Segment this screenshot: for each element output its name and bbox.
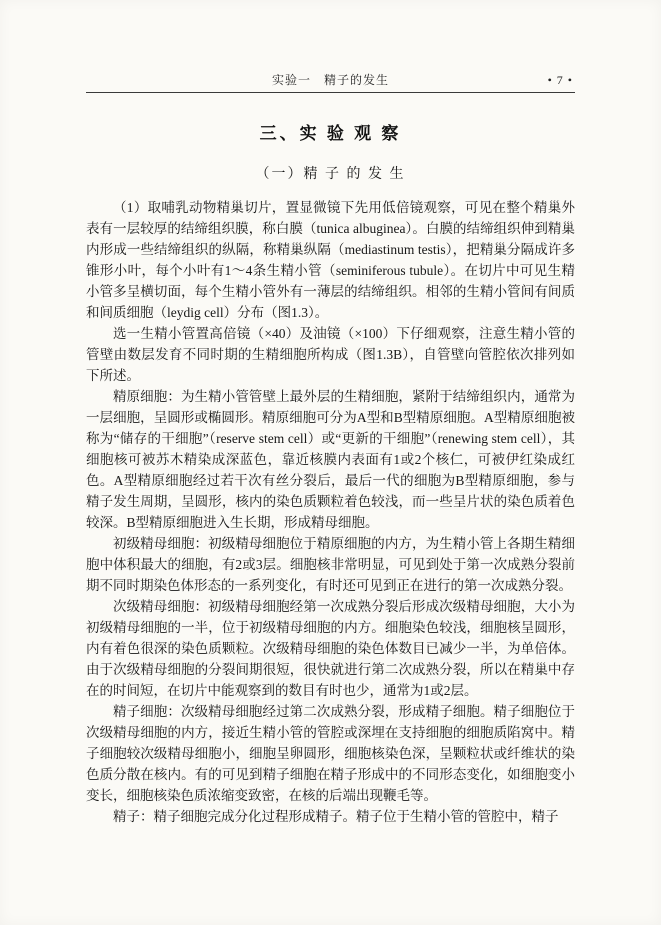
paragraph: 精子细胞：次级精母细胞经过第二次成熟分裂，形成精子细胞。精子细胞位于次级精母细胞的内方，接近生精小管的管腔或深埋在支持细胞的细胞质陷窝中。精子细胞较次级精母细胞小，细胞呈卵圆形，细胞核染色深，呈颗粒状或纤维状的染色质分散在核内。有的可见到精子细胞在精子形成中的不同形态变化，如细胞变小变长，细胞核染色质浓缩变致密，在核的后端出现鞭毛等。 (86, 704, 575, 803)
header-rule (86, 92, 575, 93)
section-title: 三、实 验 观 察 (259, 124, 402, 143)
paragraph: 初级精母细胞：初级精母细胞位于精原细胞的内方，为生精小管上各期生精细胞中体积最大的细胞，有2或3层。细胞核非常明显，可见到处于第一次成熟分裂前期不同时期染色体形态的一系列变化，有时还可见到正在进行的第一次成熟分裂。 (86, 536, 575, 593)
paragraph: 精子：精子细胞完成分化过程形成精子。精子位于生精小管的管腔中，精子 (113, 809, 559, 824)
paragraph: 精原细胞：为生精小管管壁上最外层的生精细胞，紧附于结缔组织内，通常为一层细胞，呈圆形或椭圆形。精原细胞可分为A型和B型精原细胞。A型精原细胞被称为“储存的干细胞”（reserve stem cell）或“更新的干细胞”（renewing stem cell），其细胞核可被苏木精染成深蓝色，靠近核膜内表面有1或2个核仁，可被伊红染成红色。A型精原细胞经过若干次有丝分裂后，最后一代的细胞为B型精原细胞，参与精子发生周期，呈圆形，核内的染色质颗粒着色较浅，而一些呈片状的染色质着色较深。B型精原细胞进入生长期，形成精母细胞。 (86, 389, 575, 530)
page-number: • 7 • (547, 73, 573, 87)
subsection-title: （一）精 子 的 发 生 (255, 167, 406, 182)
paragraph: （1）取哺乳动物精巢切片，置显微镜下先用低倍镜观察，可见在整个精巢外表有一层较厚的结缔组织膜，称白膜（tunica albuginea）。白膜的结缔组织伸到精巢内形成一些结缔组织的纵隔，称精巢纵隔（mediastinum testis），把精巢分隔成许多锥形小叶，每个小叶有1～4条生精小管（seminiferous tubule）。在切片中可见生精小管多呈横切面，每个生精小管外有一薄层的结缔组织。相邻的生精小管间有间质和间质细胞（leydig cell）分布（图1.3）。 (86, 200, 575, 320)
running-header-title: 实验一 精子的发生 (271, 73, 389, 87)
running-header (86, 72, 575, 89)
paragraph: 选一生精小管置高倍镜（×40）及油镜（×100）下仔细观察，注意生精小管的管壁由数层发育不同时期的生精细胞所构成（图1.3B），自管壁向管腔依次排列如下所述。 (86, 326, 575, 383)
body-text (86, 197, 575, 827)
paragraph: 次级精母细胞：初级精母细胞经第一次成熟分裂后形成次级精母细胞，大小为初级精母细胞的一半，位于初级精母细胞的内方。细胞染色较浅，细胞核呈圆形，内有着色很深的染色质颗粒。次级精母细胞的染色体数目已减少一半，为单倍体。由于次级精母细胞的分裂间期很短，很快就进行第二次成熟分裂，所以在精巢中存在的时间短，在切片中能观察到的数目有时也少，通常为1或2层。 (86, 599, 575, 698)
